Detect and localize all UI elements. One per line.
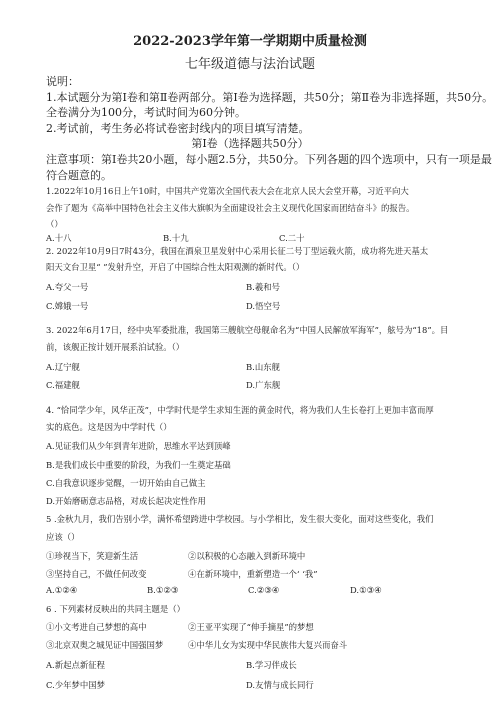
question-2-option-d: D.悟空号 <box>246 301 281 311</box>
question-3-line-1: 3. 2022年6月17日，经中央军委批准，我国第三艘航空母舰命名为“中国人民解放军海军”，舷号为“18”。目 <box>46 325 449 335</box>
question-3-line-2: 前，该舰正按计划开展系泊试验。（） <box>46 342 185 352</box>
question-6-item-2: ②王亚平实现了“伸手摘星”的梦想 <box>188 622 314 632</box>
notes-line-2: 符合题意的。 <box>46 169 112 182</box>
exam-title: 2022-2023学年第一学期期中质量检测 <box>133 34 367 49</box>
question-6-option-c: C.少年梦中国梦 <box>46 680 106 690</box>
question-6-line-1: 6 . 下列素材反映出的共同主题是（） <box>46 604 185 614</box>
notes-line-1: 注意事项：第Ⅰ卷共20小题，每小题2.5分，共50分。下列各题的四个选项中，只有一项是最 <box>46 153 492 166</box>
question-2-option-b: B.羲和号 <box>246 282 280 292</box>
question-5-option-d: D.①③④ <box>350 585 382 595</box>
question-5-line-2: 应该（） <box>46 532 80 542</box>
instructions-line-1: 1.本试题分为第Ⅰ卷和第Ⅱ卷两部分。第Ⅰ卷为选择题，共50分；第Ⅱ卷为非选择题，共50分。 <box>46 91 494 104</box>
question-5-item-4: ④在新环境中，重新塑造一个‘ ‘我” <box>188 569 318 579</box>
question-5-line-1: 5 .金秋九月，我们告别小学，满怀希望跨进中学校园。与小学相比，发生很大变化，面对这些变化，我们 <box>46 514 434 524</box>
question-6-option-a: A.新起点新征程 <box>46 660 105 670</box>
question-4-option-d: D.开始磨砺意志品格，对成长起决定性作用 <box>46 496 206 506</box>
instructions-line-2: 全卷满分为100分，考试时间为60分钟。 <box>46 106 246 119</box>
question-2-line-1: 2. 2022年10月9日7时43分，我国在酒泉卫星发射中心采用长征二号丁型运载火箭，成功将先进天基太 <box>46 246 429 256</box>
question-5-item-2: ②以积极的心态融入到新环境中 <box>188 551 306 561</box>
question-4-line-1: 4. “恰同学少年，风华正茂”，中学时代是学生求知生涯的黄金时代，将为我们人生长卷打上更加丰富而厚 <box>46 405 434 415</box>
question-1-line-2: 会作了题为《高举中国特色社会主义伟大旗帜为全面建设社会主义现代化国家而团结奋斗》的报告。 <box>46 203 415 213</box>
question-4-option-c: C.自我意识逐步觉醒，一切开始由自己做主 <box>46 478 206 488</box>
question-1-option-a: A.十八 <box>46 233 72 243</box>
question-2-option-c: C.嫦娥一号 <box>46 301 89 311</box>
exam-subtitle: 七年级道德与法治试题 <box>184 57 315 72</box>
question-3-option-b: B.山东舰 <box>246 362 280 372</box>
question-6-option-b: B.学习伴成长 <box>246 660 297 670</box>
question-2-option-a: A.夸父一号 <box>46 282 89 292</box>
question-6-item-3: ③北京双奥之城见证中国强国梦 <box>46 640 164 650</box>
question-5-option-c: C.②③④ <box>248 585 280 595</box>
question-3-option-a: A.辽宁舰 <box>46 362 80 372</box>
section-heading: 第Ⅰ卷（选择题共50分） <box>191 137 309 150</box>
question-4-line-2: 实的底色。这是因为中学时代（） <box>46 422 172 432</box>
question-5-option-a: A.①②④ <box>46 585 78 595</box>
instructions-line-3: 2.考试前，考生务必将试卷密封线内的项目填写清楚。 <box>46 122 310 135</box>
question-5-item-1: ①珍视当下，笑迎新生活 <box>46 551 139 561</box>
question-1-option-b: B.十九 <box>163 233 189 243</box>
question-1-option-c: C.二十 <box>279 233 305 243</box>
question-4-option-b: B.是我们成长中重要的阶段，为我们一生奠定基础 <box>46 460 231 470</box>
instructions-heading: 说明： <box>46 75 79 88</box>
question-5-item-3: ③坚持自己，不做任何改变 <box>46 569 147 579</box>
question-5-option-b: B.①②③ <box>147 585 179 595</box>
question-2-line-2: 阳天文台卫星“ ”发射升空，开启了中国综合性太阳观测的新时代。（） <box>46 262 305 272</box>
question-6-item-1: ①小文考进自己梦想的高中 <box>46 622 147 632</box>
question-4-option-a: A.见证我们从少年到青年进阶，思维水平达到顶峰 <box>46 441 231 451</box>
question-1-line-1: 1.2022年10月16日上午10时，中国共产党第次全国代表大会在北京人民大会堂开幕，习近平向大 <box>46 186 409 196</box>
question-3-option-c: C.福建舰 <box>46 380 80 390</box>
question-6-item-4: ④中华儿女为实现中华民族伟大复兴而奋斗 <box>188 640 348 650</box>
question-1-line-3: （） <box>46 219 63 229</box>
question-6-option-d: D.友情与成长同行 <box>246 680 314 690</box>
question-3-option-d: D.广东舰 <box>246 380 281 390</box>
